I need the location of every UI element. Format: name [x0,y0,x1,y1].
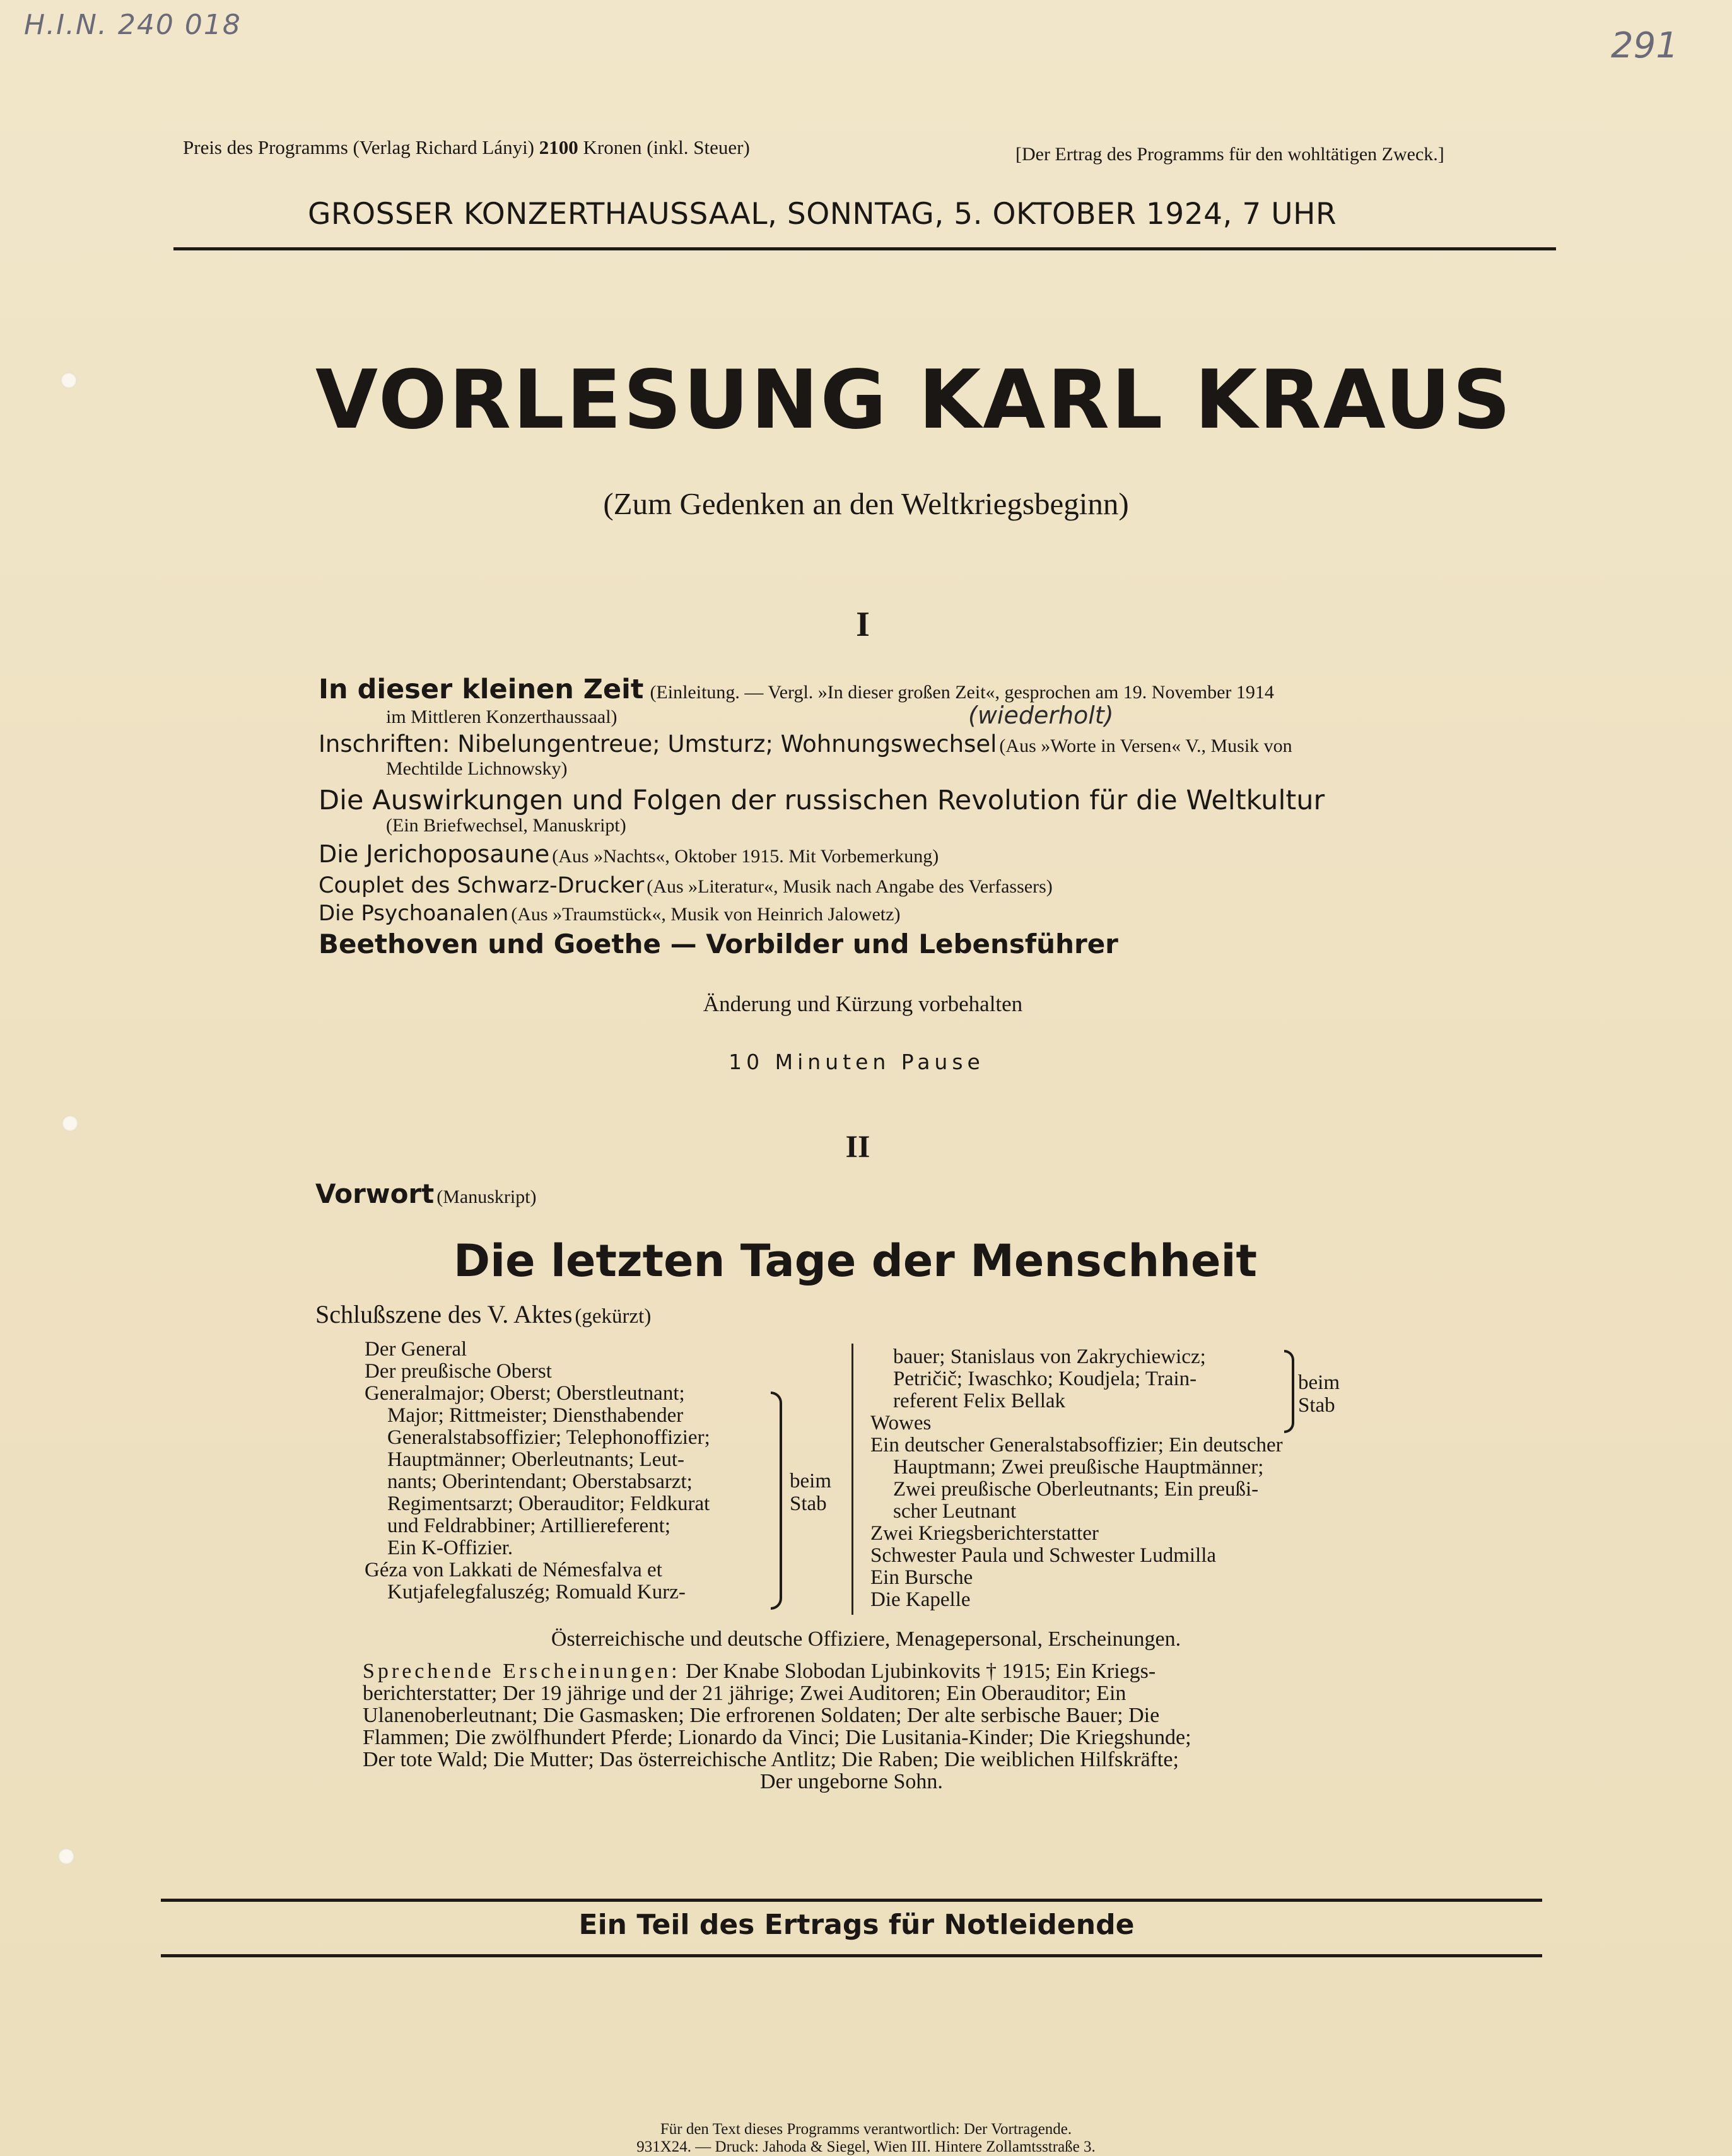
preface: Vorwort (Manuskript) [315,1178,537,1209]
cast-entry: Hauptmann; Zwei preußische Hauptmänner; [893,1456,1264,1479]
play-title: Die letzten Tage der Menschheit [453,1235,1257,1287]
cast-entry: scher Leutnant [893,1500,1017,1523]
cast-entry: Géza von Lakkati de Némesfalva et [365,1559,662,1581]
program-price [183,136,750,159]
cast-entry: Zwei preußische Oberleutnants; Ein preußi- [893,1478,1259,1501]
cast-entry: Hauptmänner; Oberleutnants; Leut- [387,1448,685,1471]
speaking-apparitions: Sprechende Erscheinungen: Der Knabe Slobodan Ljubinkovits † 1915; Ein Kriegs- berichterstatter; Der 19 jährige und der 21 jährige; Zwei Auditoren; Ein Oberauditor; Ein Ulanenoberleutnant; Die Gasmasken; Die erfrorenen Soldaten; Der alte serbische Bauer; Die Flammen; Die zwölfhundert Pferde; Lionardo da Vinci; Die Lusitania-Kinder; Die Kriegshunde; Der tote Wald; Die Mutter; Das österreichische Antlitz; Die Raben; Die weiblichen Hilfskräfte; Der ungeborne Sohn. [363,1660,1191,1793]
cast-entry: Ein Bursche [870,1566,973,1589]
program-item: In dieser kleinen Zeit (Einleitung. — Vergl. »In dieser großen Zeit«, gesprochen am 19. November 1914 [319,674,1274,705]
cast-entry: referent Felix Bellak [893,1390,1066,1412]
proceeds-note: [Der Ertrag des Programms für den wohltätigen Zweck.] [1015,144,1444,165]
cast-entry: und Feldrabbiner; Artilliereferent; [387,1514,671,1537]
footer-rule-top [161,1899,1542,1902]
cast-entry: nants; Oberintendant; Oberstabsarzt; [387,1470,693,1493]
reservation-note: Änderung und Kürzung vorbehalten [703,992,1023,1016]
part-two-numeral: II [845,1128,870,1164]
cast-entry: Ein K-Offizier. [387,1537,513,1559]
staff-brace-left [771,1391,782,1610]
program-item-note: (Ein Briefwechsel, Manuskript) [386,815,626,836]
program-item: Die Psychoanalen (Aus »Traumstück«, Musik von Heinrich Jalowetz) [319,901,901,926]
cast-entry: Der preußische Oberst [365,1360,552,1383]
cast-entry: Ein deutscher Generalstabsoffizier; Ein deutscher [870,1434,1283,1456]
price-amount: 2100 [539,136,578,158]
officers-line: Österreichische und deutsche Offiziere, Menagepersonal, Erscheinungen. [551,1627,1181,1651]
program-item: Die Auswirkungen und Folgen der russischen Revolution für die Weltkultur [319,785,1325,816]
program-item-note: im Mittleren Konzerthaussaal) [386,706,617,727]
price-prefix: Preis des Programms (Verlag Richard Lányi) [183,136,535,158]
price-suffix: Kronen (inkl. Steuer) [583,136,750,158]
staff-label-left: beim Stab [790,1470,831,1515]
program-item: Inschriften: Nibelungentreue; Umsturz; Wohnungswechsel (Aus »Worte in Versen« V., Musik von [319,730,1292,758]
footer-banner: Ein Teil des Ertrags für Notleidende [578,1909,1135,1941]
footer-rule-bottom [161,1954,1542,1957]
cast-entry: Petričič; Iwaschko; Koudjela; Train- [893,1368,1197,1390]
scene-heading: Schlußszene des V. Aktes (gekürzt) [315,1300,652,1328]
cast-list-right [870,1346,1356,1611]
part-one-numeral: I [856,605,870,644]
cast-entry: bauer; Stanislaus von Zakrychiewicz; [893,1345,1206,1368]
venue-line: GROSSER KONZERTHAUSSAAL, SONNTAG, 5. OKTOBER 1924, 7 UHR [308,197,1337,231]
responsible-note: Für den Text dieses Programms verantwortlich: Der Vortragende. [660,2121,1072,2138]
cast-entry: Schwester Paula und Schwester Ludmilla [870,1544,1217,1567]
column-divider [851,1344,853,1615]
cast-list-left [365,1339,768,1603]
pause-note: 10 Minuten Pause [728,1050,985,1074]
cast-entry: Kutjafelegfaluszég; Romuald Kurz- [387,1581,686,1603]
punch-hole-top [61,372,77,389]
cast-entry: Regimentsarzt; Oberauditor; Feldkurat [387,1492,710,1515]
cast-entry: Generalstabsoffizier; Telephonoffizier; [387,1426,710,1449]
cast-entry: Zwei Kriegsberichterstatter [870,1522,1099,1545]
program-item: Couplet des Schwarz-Drucker (Aus »Literatur«, Musik nach Angabe des Verfassers) [319,873,1053,898]
staff-label-right: beim Stab [1298,1371,1340,1417]
cast-entry: Major; Rittmeister; Diensthabender [387,1404,684,1427]
cast-entry: Der General [365,1338,467,1361]
apparitions-label: Sprechende Erscheinungen: [363,1660,681,1683]
cast-entry: Wowes [870,1412,932,1434]
punch-hole-bottom [58,1848,74,1865]
page-subtitle: (Zum Gedenken an den Weltkriegsbeginn) [603,486,1129,521]
handwritten-inventory-number: H.I.N. 240 018 [24,9,242,41]
handwritten-page-number: 291 [1611,25,1678,66]
page-title: VORLESUNG KARL KRAUS [315,353,1513,447]
printer-imprint: 931X24. — Druck: Jahoda & Siegel, Wien III. Hintere Zollamtsstraße 3. [636,2138,1096,2155]
cast-entry: Die Kapelle [870,1588,971,1611]
cast-entry: Generalmajor; Oberst; Oberstleutnant; [365,1382,685,1405]
program-item-note: Mechtilde Lichnowsky) [386,758,568,779]
staff-brace-right [1284,1350,1294,1433]
program-item: Beethoven und Goethe — Vorbilder und Lebensführer [319,929,1118,959]
program-item: Die Jerichoposaune (Aus »Nachts«, Oktober 1915. Mit Vorbemerkung) [319,840,939,868]
header-rule [173,247,1556,250]
handwritten-insertion: (wiederholt) [968,701,1114,729]
